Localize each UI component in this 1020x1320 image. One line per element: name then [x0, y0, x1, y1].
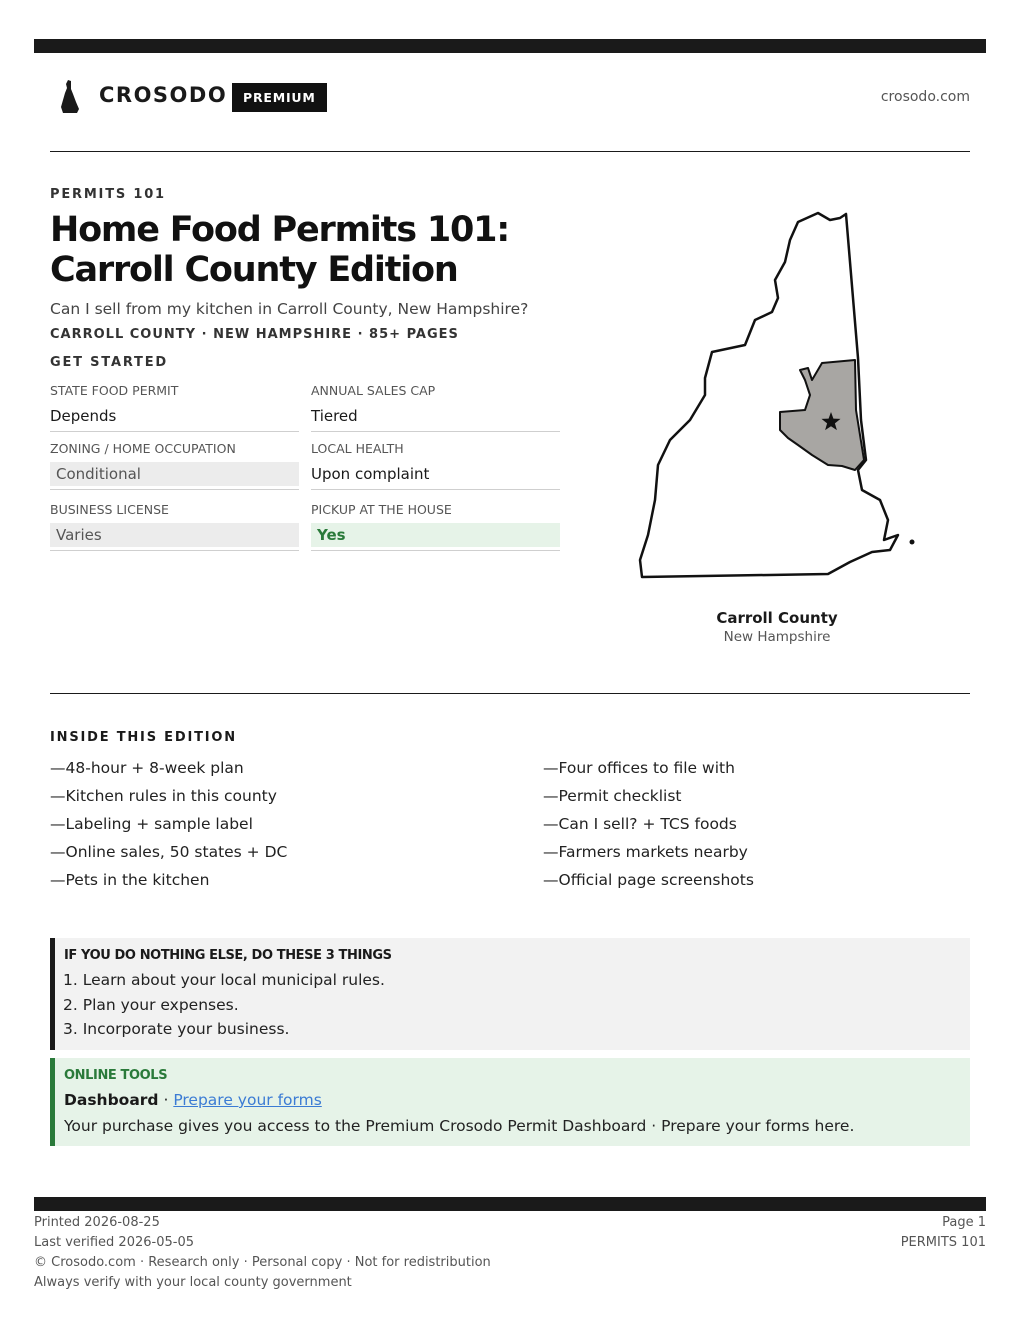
list-item: —Can I sell? + TCS foods: [543, 815, 737, 833]
map-county-label: Carroll County: [716, 609, 838, 627]
fact-zoning: [50, 440, 299, 490]
printed-date: Printed 2026-08-25: [34, 1215, 160, 1230]
fact-local-health: [311, 440, 560, 490]
list-item: —Farmers markets nearby: [543, 843, 748, 861]
list-item: —Official page screenshots: [543, 871, 754, 889]
section-eyebrow: PERMITS 101: [50, 187, 166, 202]
fact-value: Yes: [311, 523, 560, 547]
fact-pickup-at-house: [311, 501, 560, 551]
disclaimer: Always verify with your local county government: [34, 1275, 352, 1290]
map-state-label: New Hampshire: [723, 629, 831, 645]
fact-value: Depends: [50, 407, 117, 425]
callout-title: IF YOU DO NOTHING ELSE, DO THESE 3 THINGS: [64, 948, 392, 963]
page-number: Page 1: [942, 1215, 986, 1230]
list-item: —Kitchen rules in this county: [50, 787, 277, 805]
fact-annual-sales-cap: [311, 382, 560, 432]
fact-state-food-permit: [50, 382, 299, 432]
site-url[interactable]: crosodo.com: [880, 89, 970, 105]
callout-item: 2. Plan your expenses.: [63, 996, 239, 1014]
bottom-bar: [34, 1197, 986, 1211]
premium-badge: PREMIUM: [232, 83, 327, 112]
fact-value: Upon complaint: [311, 465, 430, 483]
state-map: [630, 205, 930, 595]
inside-list-left: [50, 758, 287, 898]
page-title: Home Food Permits 101: Carroll County Edition: [50, 210, 510, 290]
dashboard-separator: ·: [158, 1091, 174, 1109]
state-outline: [640, 213, 898, 577]
fact-value: Tiered: [311, 407, 358, 425]
list-item: —Four offices to file with: [543, 759, 735, 777]
verified-date: Last verified 2026-05-05: [34, 1235, 194, 1250]
list-item: —Online sales, 50 states + DC: [50, 843, 288, 861]
list-item: —Pets in the kitchen: [50, 871, 210, 889]
copyright: © Crosodo.com · Research only · Personal copy · Not for redistribution: [34, 1255, 491, 1270]
tools-description: Your purchase gives you access to the Premium Crosodo Permit Dashboard · Prepare your forms here.: [64, 1117, 855, 1135]
list-item: —Permit checklist: [543, 787, 682, 805]
three-things-callout: [50, 938, 970, 1050]
fact-label: ZONING / HOME OCCUPATION: [50, 441, 236, 456]
inside-heading: INSIDE THIS EDITION: [50, 730, 237, 745]
dashboard-label: Dashboard: [64, 1091, 159, 1109]
footer-section: PERMITS 101: [900, 1235, 986, 1250]
fact-label: PICKUP AT THE HOUSE: [311, 502, 452, 517]
footer-right: [901, 1213, 986, 1253]
fact-label: BUSINESS LICENSE: [50, 502, 169, 517]
fact-value: Conditional: [50, 462, 299, 486]
list-item: —48-hour + 8-week plan: [50, 759, 244, 777]
inside-list-right: [543, 758, 754, 898]
section-divider: [50, 693, 970, 694]
top-bar: [34, 39, 986, 53]
fact-label: STATE FOOD PERMIT: [50, 383, 179, 398]
header: [50, 78, 970, 118]
footer-left: [34, 1213, 491, 1293]
callout-title: ONLINE TOOLS: [64, 1068, 168, 1083]
new-hampshire-silhouette-icon: [60, 80, 80, 114]
island-dot: [910, 540, 915, 545]
fact-label: LOCAL HEALTH: [311, 441, 404, 456]
dashboard-line: [64, 1091, 322, 1109]
prepare-forms-link[interactable]: Prepare your forms: [173, 1091, 322, 1109]
callout-item: 3. Incorporate your business.: [63, 1020, 290, 1038]
fact-business-license: [50, 501, 299, 551]
brand-name: CROSODO: [99, 83, 228, 107]
map-caption: [677, 609, 877, 645]
fact-label: ANNUAL SALES CAP: [311, 383, 436, 398]
edition-meta: CARROLL COUNTY · NEW HAMPSHIRE · 85+ PAGES: [50, 327, 459, 342]
header-divider: [50, 151, 970, 152]
get-started-heading: GET STARTED: [50, 355, 168, 370]
callout-item: 1. Learn about your local municipal rules.: [63, 971, 385, 989]
list-item: —Labeling + sample label: [50, 815, 253, 833]
online-tools-callout: [50, 1058, 970, 1146]
fact-value: Varies: [50, 523, 299, 547]
page-subtitle: Can I sell from my kitchen in Carroll County, New Hampshire?: [50, 300, 529, 318]
